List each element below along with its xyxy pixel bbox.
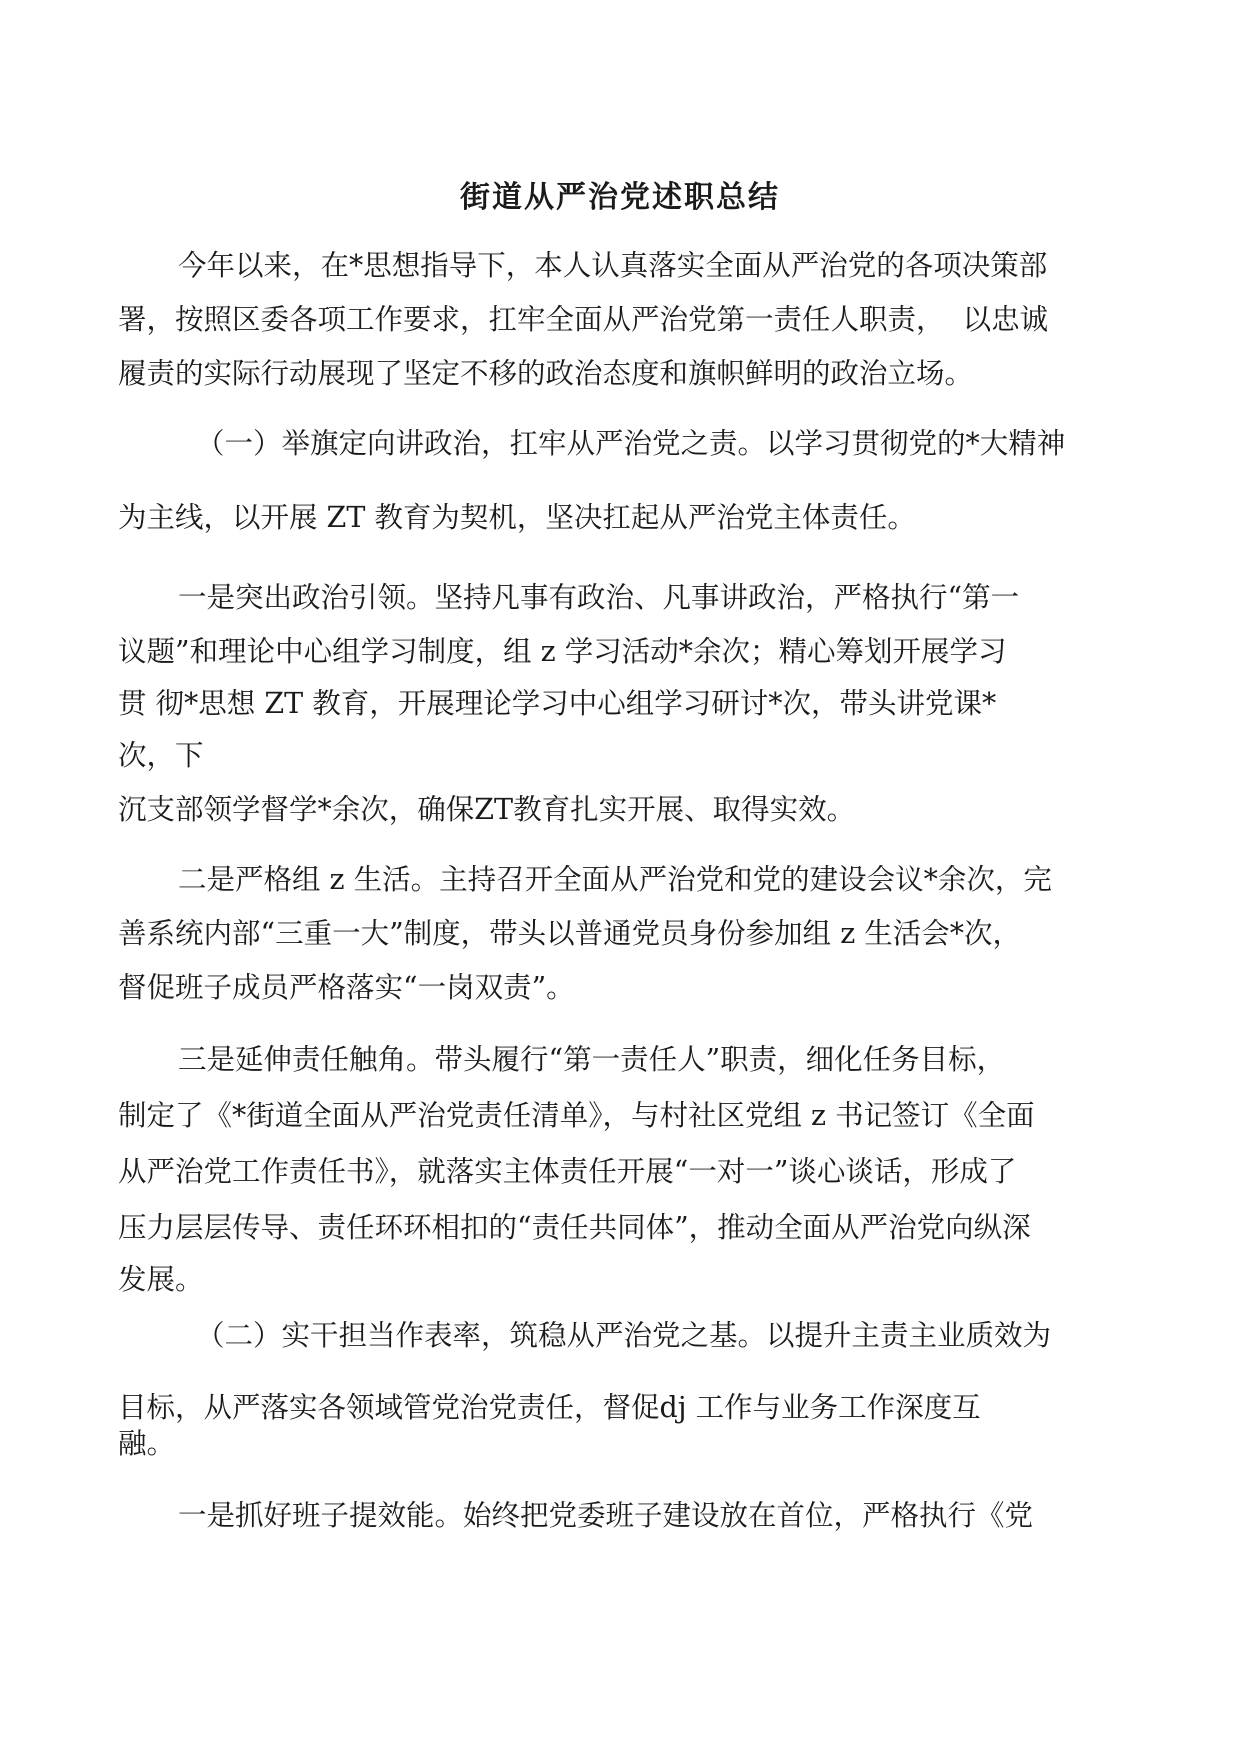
body-line: 二是严格组 z 生活。主持召开全面从严治党和党的建设会议*余次，完	[178, 863, 1052, 896]
body-line: 贯 彻*思想 ZT 教育，开展理论学习中心组学习研讨*次，带头讲党课*	[118, 687, 997, 720]
body-line: 议题”和理论中心组学习制度，组 z 学习活动*余次；精心筹划开展学习	[118, 635, 1007, 668]
section-heading-line: （一）举旗定向讲政治，扛牢从严治党之责。以学习贯彻党的*大精神	[196, 427, 1066, 460]
body-line: 一是抓好班子提效能。始终把党委班子建设放在首位，严格执行《党	[178, 1499, 1034, 1532]
body-line: 次，下	[118, 739, 204, 772]
body-line: 三是延伸责任触角。带头履行“第一责任人”职责，细化任务目标，	[178, 1043, 1006, 1076]
section-heading-line: （二）实干担当作表率，筑稳从严治党之基。以提升主责主业质效为	[196, 1319, 1052, 1352]
body-line: 目标，从严落实各领域管党治党责任，督促dj 工作与业务工作深度互	[118, 1391, 981, 1424]
body-line: 沉支部领学督学*余次，确保ZT教育扎实开展、取得实效。	[118, 793, 856, 826]
body-line: 善系统内部“三重一大”制度，带头以普通党员身份参加组 z 生活会*次，	[118, 917, 1022, 950]
body-line: 今年以来，在*思想指导下，本人认真落实全面从严治党的各项决策部	[178, 249, 1048, 282]
body-line: 发展。	[118, 1263, 204, 1296]
body-line: 从严治党工作责任书》，就落实主体责任开展“一对一”谈心谈话，形成了	[118, 1155, 1017, 1188]
body-line: 履责的实际行动展现了坚定不移的政治态度和旗帜鲜明的政治立场。	[118, 357, 974, 390]
body-line: 融。	[118, 1427, 176, 1460]
body-line: 为主线，以开展 ZT 教育为契机，坚决扛起从严治党主体责任。	[118, 501, 916, 534]
document-title: 街道从严治党述职总结	[460, 180, 780, 215]
body-line: 一是突出政治引领。坚持凡事有政治、凡事讲政治，严格执行“第一	[178, 581, 1020, 614]
body-line: 压力层层传导、责任环环相扣的“责任共同体”，推动全面从严治党向纵深	[118, 1211, 1031, 1244]
body-line: 督促班子成员严格落实“一岗双责”。	[118, 971, 575, 1004]
body-line: 署，按照区委各项工作要求，扛牢全面从严治党第一责任人职责， 以忠诚	[118, 303, 1049, 336]
body-line: 制定了《*街道全面从严治党责任清单》，与村社区党组 z 书记签订《全面	[118, 1099, 1035, 1132]
